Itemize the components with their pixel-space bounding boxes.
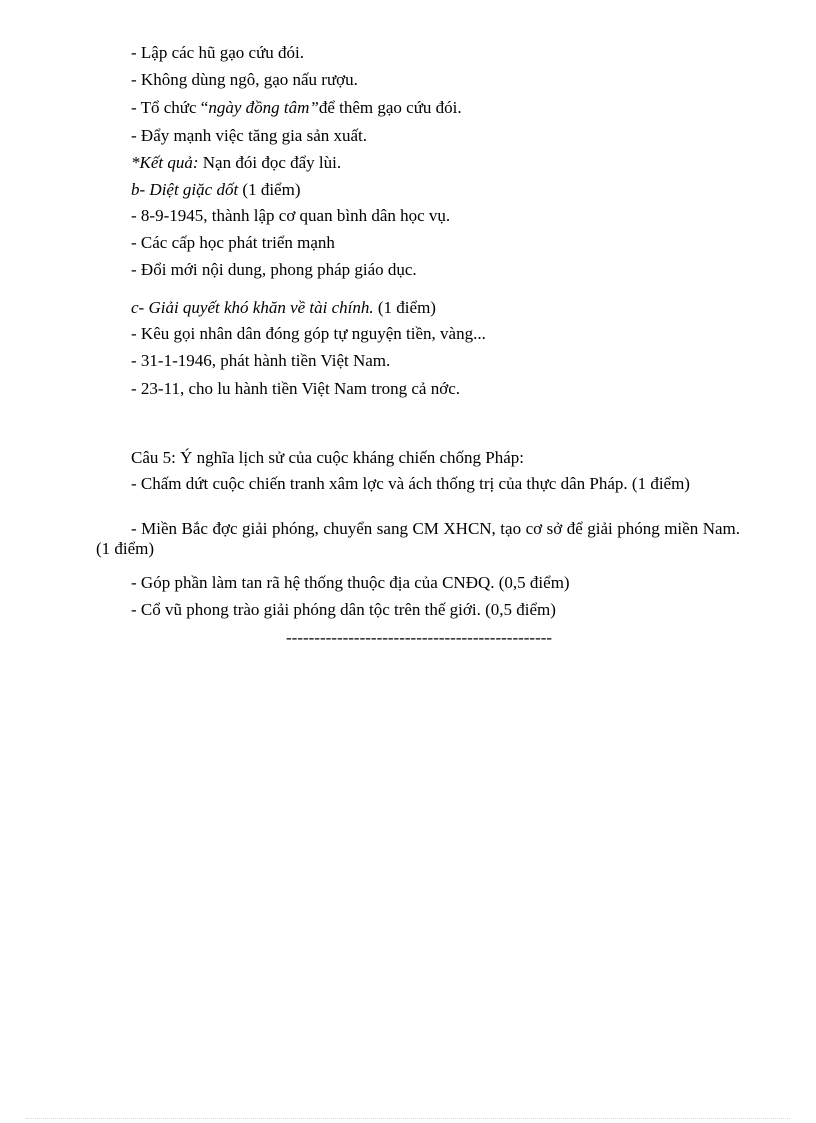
- finance-currency-issue: - 31-1-1946, phát hành tiền Việt Nam.: [131, 351, 391, 370]
- measure-production: - Đẩy mạnh việc tăng gia sản xuất.: [131, 126, 368, 145]
- solidarity-prefix: - Tổ chức “: [131, 98, 209, 117]
- page-bottom-border: [26, 1118, 790, 1119]
- literacy-reform: - Đổi mới nội dung, phong pháp giáo dục.: [131, 260, 417, 279]
- finance-contributions: - Kêu gọi nhân dân đóng góp tự nguyện tiền, vàng...: [131, 324, 486, 343]
- heading-illiteracy-points: (1 điểm): [238, 180, 301, 199]
- measure-solidarity-day: [131, 98, 462, 118]
- famine-result: [131, 153, 341, 173]
- question-5-title: Câu 5: Ý nghĩa lịch sử của cuộc kháng chiến chống Pháp:: [131, 448, 525, 467]
- literacy-agency: - 8-9-1945, thành lập cơ quan bình dân học vụ.: [131, 206, 451, 225]
- heading-finance: [131, 298, 436, 318]
- question-5-point-4: - Cổ vũ phong trào giải phóng dân tộc trên thế giới. (0,5 điểm): [131, 600, 556, 619]
- finance-currency-circulation: - 23-11, cho lu hành tiền Việt Nam trong cả nớc.: [131, 379, 460, 398]
- result-text: Nạn đói đọc đẩy lùi.: [198, 153, 342, 172]
- heading-finance-points: (1 điểm): [373, 298, 436, 317]
- question-5-point-2: - Miền Bắc đợc giải phóng, chuyển sang CM XHCN, tạo cơ sở để giải phóng miền Nam. (1 điểm): [96, 519, 740, 558]
- solidarity-suffix: để thêm gạo cứu đói.: [318, 98, 462, 117]
- measure-rice-jars: - Lập các hũ gạo cứu đói.: [131, 43, 305, 62]
- question-5-point-1: - Chấm dứt cuộc chiến tranh xâm lợc và ách thống trị của thực dân Pháp. (1 điểm): [131, 474, 690, 493]
- heading-illiteracy: [131, 180, 301, 200]
- measure-no-alcohol: - Không dùng ngô, gạo nấu rượu.: [131, 70, 358, 89]
- heading-finance-title: c- Giải quyết khó khăn về tài chính.: [131, 298, 374, 317]
- heading-illiteracy-title: b- Diệt giặc dốt: [131, 180, 239, 199]
- question-5-point-3: - Góp phần làm tan rã hệ thống thuộc địa của CNĐQ. (0,5 điểm): [131, 573, 570, 592]
- solidarity-italic: ngày đồng tâm”: [208, 98, 319, 117]
- literacy-levels: - Các cấp học phát triển mạnh: [131, 233, 335, 252]
- result-label: *Kết quả:: [131, 153, 199, 172]
- end-separator: -----------------------------------------------: [286, 628, 553, 647]
